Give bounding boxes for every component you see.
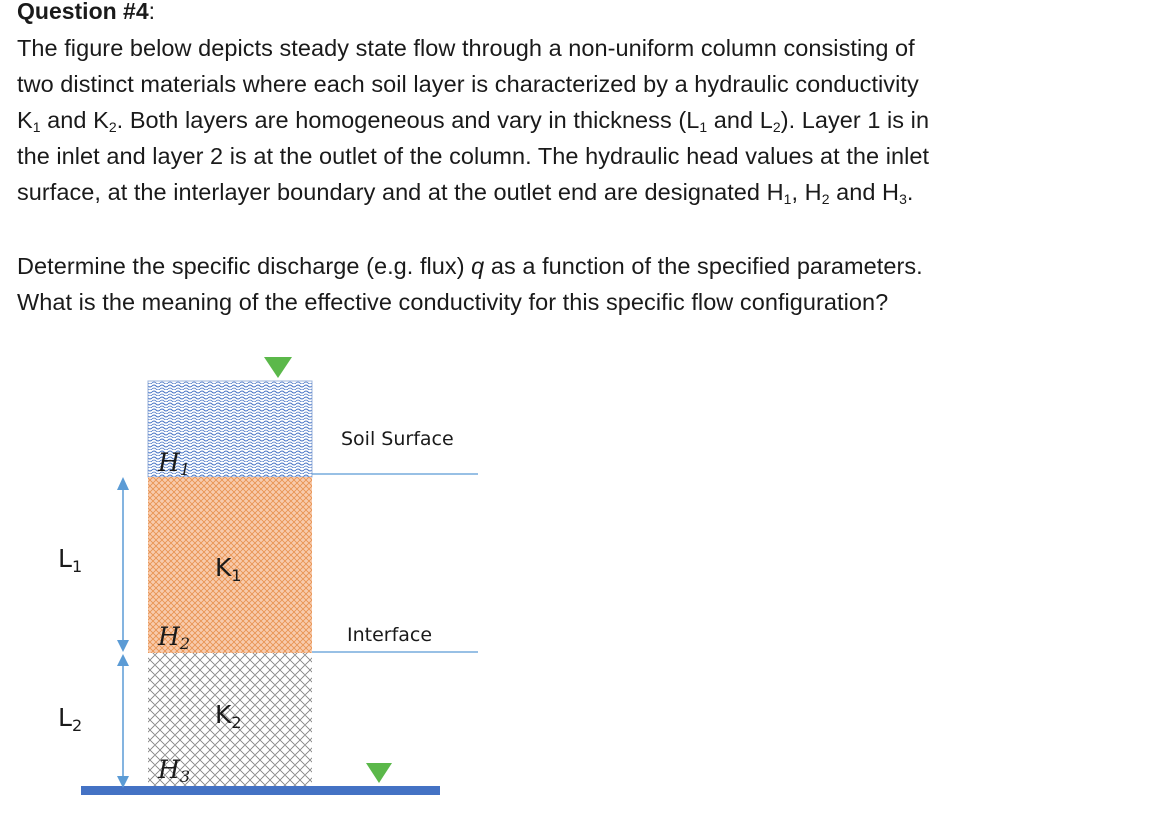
l1-label: $L_1$	[58, 544, 83, 576]
l1-arrow-head-top	[117, 477, 129, 490]
paragraph1-line2: two distinct materials where each soil layer is characterized by a hydraulic conductivity	[17, 71, 919, 97]
text-k: K	[17, 107, 33, 133]
sub-l2: 2	[772, 119, 781, 135]
text-period: .	[906, 179, 914, 205]
text-surface: surface, at the interlayer boundary and at the outlet end are designated H	[17, 179, 784, 205]
l2-label: $L_2$	[58, 703, 83, 735]
paragraph2-line2: What is the meaning of the effective conductivity for this specific flow configuration?	[17, 289, 889, 315]
task-paragraph	[17, 248, 1142, 320]
sub-l1: 1	[699, 119, 708, 135]
sub-h3: 3	[899, 191, 907, 207]
l1-arrow-head-bottom	[117, 640, 129, 652]
k1-label: $K_1$	[215, 553, 242, 585]
question-label: Question #4	[17, 0, 149, 24]
text-h3: and H	[829, 179, 900, 205]
text-function: as a function of the specified parameters.	[484, 253, 923, 279]
base-plate	[81, 786, 440, 795]
k2-label: $K_2$	[215, 700, 242, 732]
sub-2: 2	[108, 119, 117, 135]
sub-h2: 2	[821, 191, 830, 207]
h1-label: H1	[158, 448, 190, 479]
text-layer1: ). Layer 1 is in	[780, 107, 930, 133]
paragraph1-line4: the inlet and layer 2 is at the outlet of the column. The hydraulic head values at the inlet	[17, 143, 930, 169]
interface-label: Interface	[347, 624, 433, 646]
sub-h1: 1	[783, 191, 792, 207]
text-and-k: and K	[40, 107, 109, 133]
paragraph2-line1	[17, 248, 1142, 284]
h3-label: H3	[158, 755, 190, 786]
text-determine: Determine the specific discharge (e.g. flux)	[17, 253, 472, 279]
soil-surface-label: Soil Surface	[341, 428, 454, 450]
water-table-top-icon	[264, 357, 292, 378]
q-variable: q	[471, 253, 485, 279]
paragraph1-line1: The figure below depicts steady state flow through a non-uniform column consisting of	[17, 35, 915, 61]
text-and-l: and L	[707, 107, 773, 133]
sub-1: 1	[32, 119, 41, 135]
h2-label: H2	[158, 622, 190, 653]
paragraph1-line5	[17, 174, 1142, 210]
problem-paragraph	[17, 30, 1142, 210]
soil-column-diagram	[0, 340, 1149, 829]
water-table-bottom-icon	[366, 763, 392, 783]
text-thickness: . Both layers are homogeneous and vary in thickness (L	[116, 107, 700, 133]
paragraph1-line3	[17, 102, 1142, 138]
question-colon: :	[148, 0, 156, 24]
question-heading	[17, 0, 155, 25]
l2-arrow-head-top	[117, 654, 129, 666]
text-h2: , H	[791, 179, 822, 205]
